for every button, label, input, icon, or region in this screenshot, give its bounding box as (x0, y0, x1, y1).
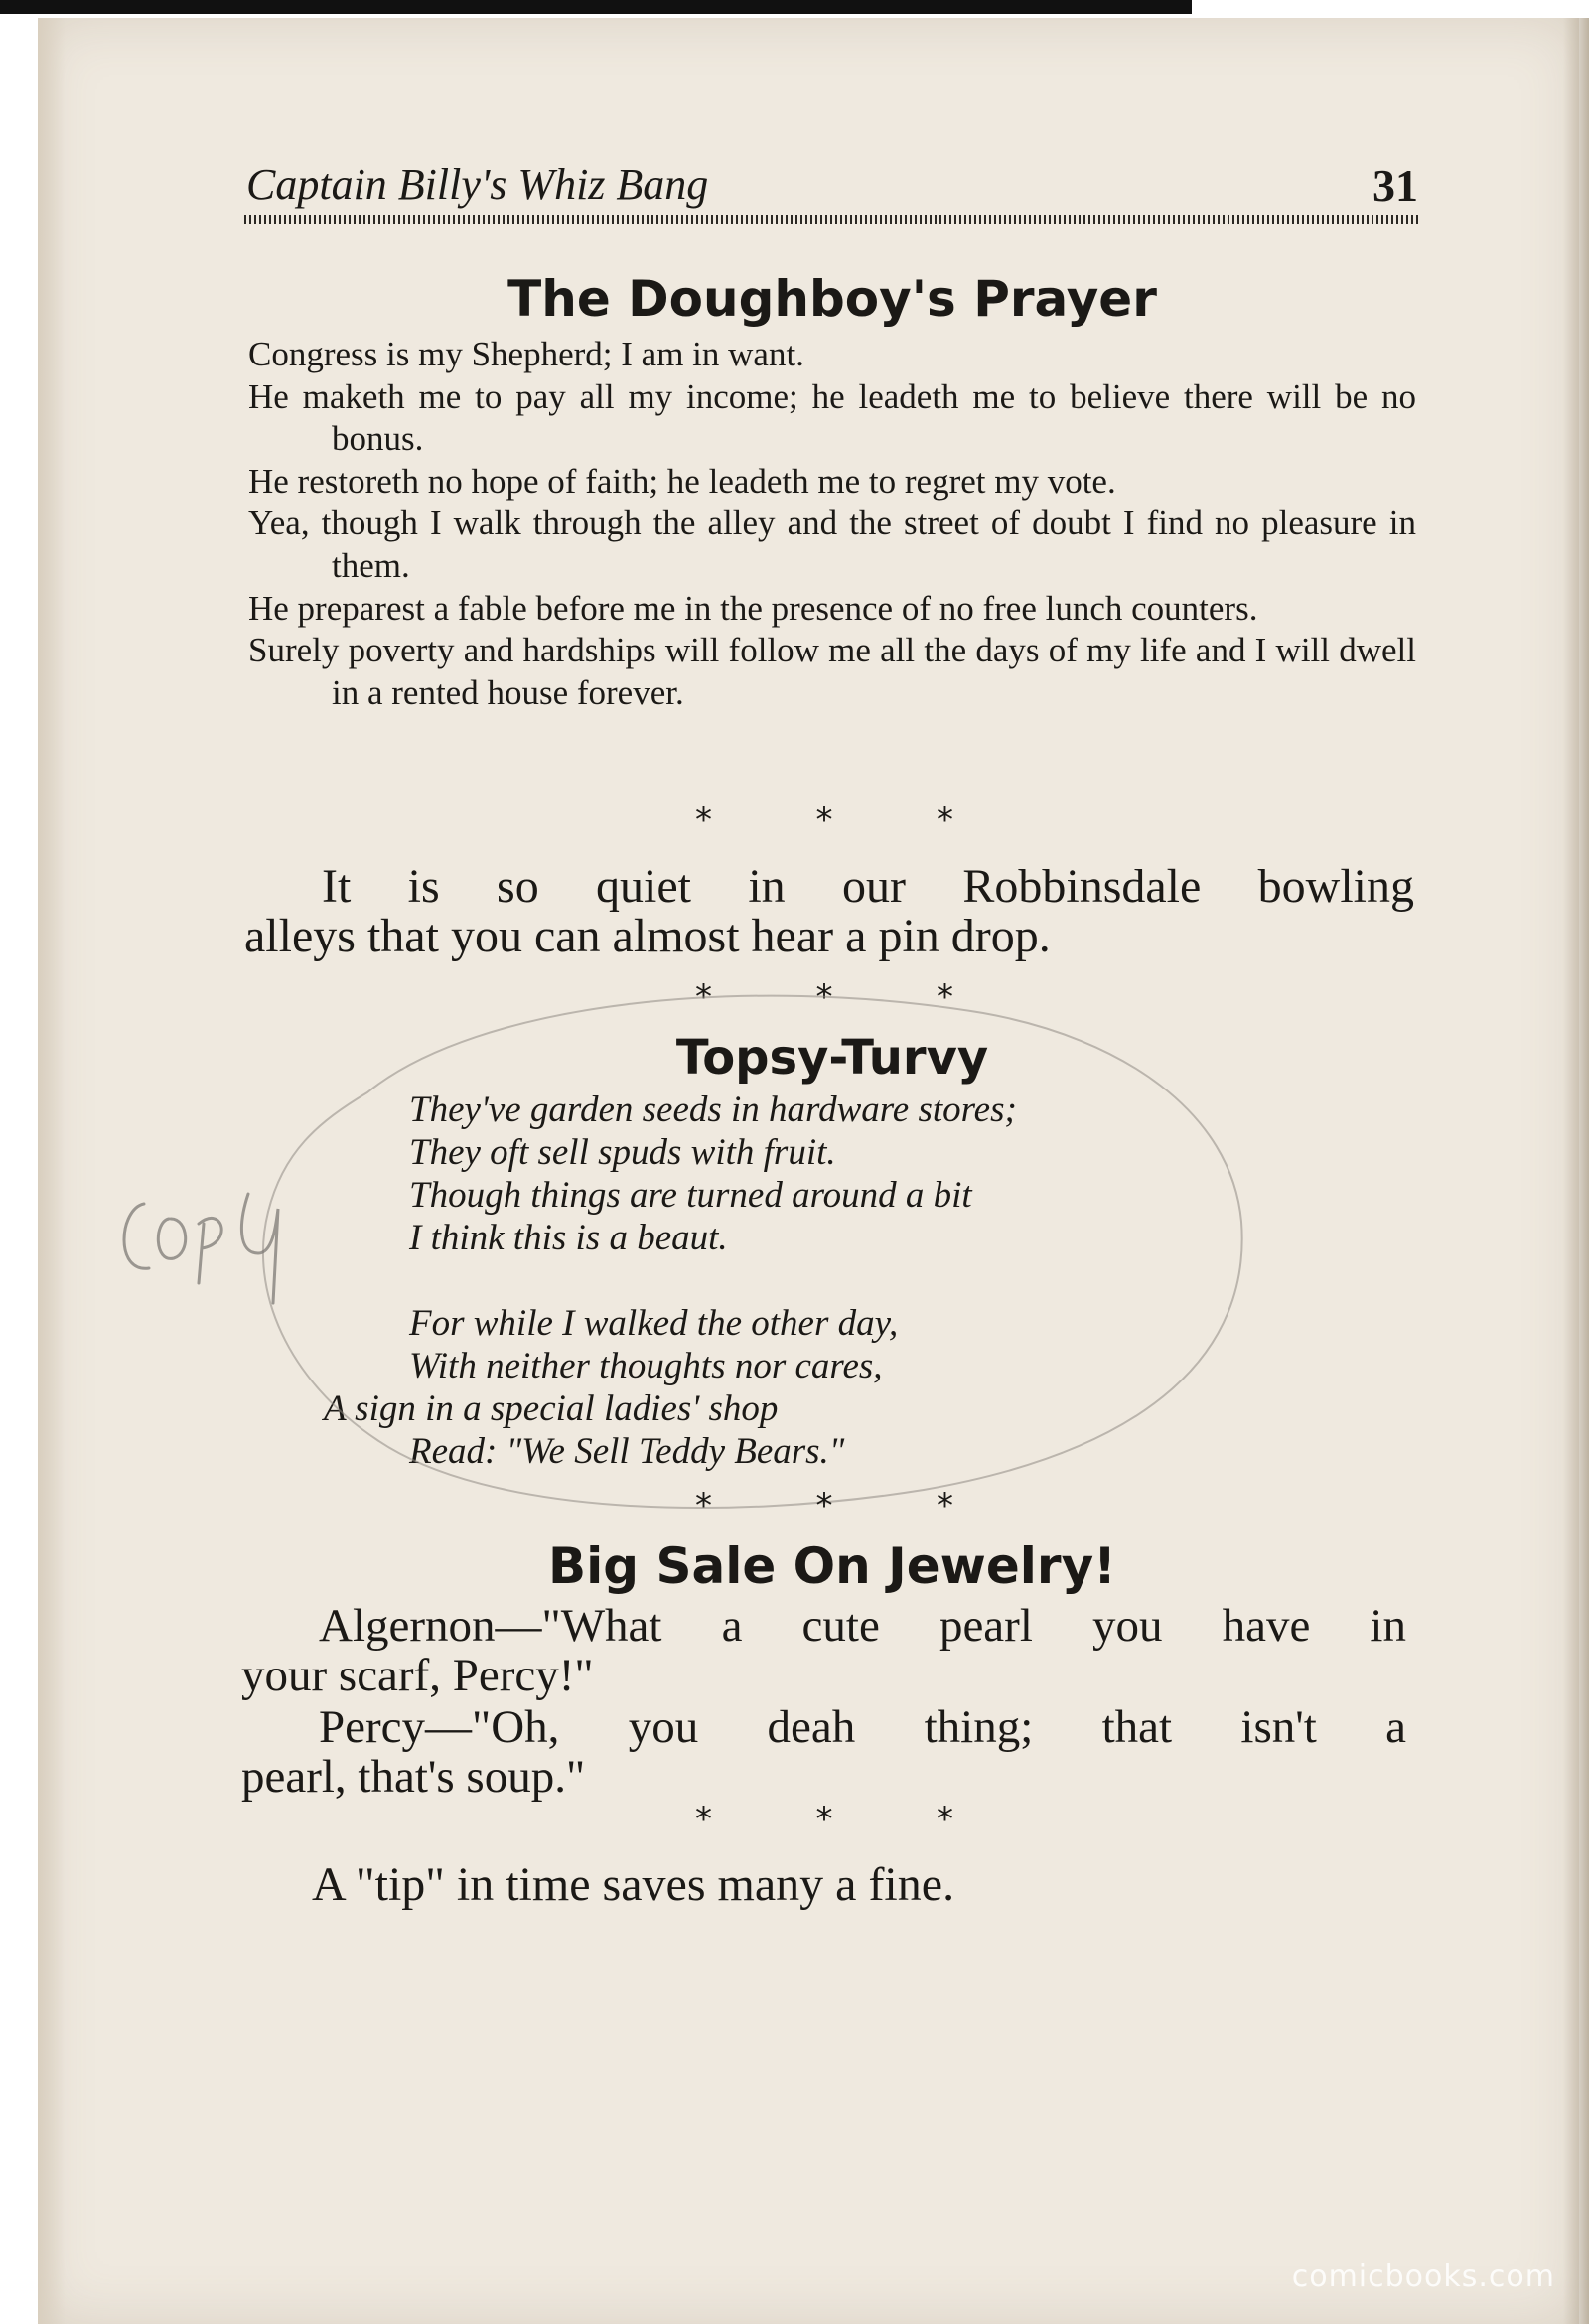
poem-line: Read: "We Sell Teddy Bears." (409, 1431, 845, 1472)
star: * (815, 1800, 833, 1839)
poem-line: A sign in a special ladies' shop (324, 1388, 779, 1429)
running-title: Captain Billy's Whiz Bang (246, 160, 709, 209)
star: * (937, 1800, 953, 1839)
dialog-line: your scarf, Percy!" (241, 1650, 594, 1701)
prayer-verse: Congress is my Shepherd; I am in want. (248, 335, 804, 373)
star: * (937, 1486, 953, 1525)
page-right-edge (1563, 18, 1589, 2324)
jewelry-dialog (241, 1601, 1406, 1802)
dialog-line: Percy—"Oh, you deah thing; that isn't a (319, 1701, 1406, 1753)
separator-stars (695, 800, 953, 840)
dialog-line: pearl, that's soup." (241, 1751, 586, 1803)
dialog-line: Algernon—"What a cute pearl you have in (319, 1600, 1406, 1652)
bowling-joke (244, 862, 1414, 961)
separator-stars (695, 1486, 953, 1525)
bowling-joke-line: It is so quiet in our Robbinsdale bowling (322, 860, 1414, 913)
doughboy-prayer-text (248, 334, 1416, 714)
bowling-joke-line: alleys that you can almost hear a pin drop. (244, 910, 1051, 962)
poem-line: Though things are turned around a bit (409, 1175, 972, 1216)
star: * (937, 977, 953, 1017)
page-number: 31 (1372, 160, 1418, 211)
prayer-verse: Yea, though I walk through the alley and the street of doubt I find no pleasure in them. (248, 504, 1416, 585)
star: * (695, 977, 712, 1017)
star: * (695, 1800, 712, 1839)
doughboy-prayer-title: The Doughboy's Prayer (507, 270, 1157, 328)
star: * (815, 977, 833, 1017)
poem-line: I think this is a beaut. (409, 1218, 728, 1258)
header-rule (244, 215, 1420, 224)
scan-top-edge (0, 0, 1192, 14)
prayer-verse: He maketh me to pay all my income; he leadeth me to believe there will be no bonus. (248, 376, 1416, 459)
star: * (695, 1486, 712, 1525)
star: * (815, 800, 833, 840)
prayer-verse: Surely poverty and hardships will follow me all the days of my life and I will dwell in a rented house forever. (248, 631, 1416, 712)
prayer-verse: He restoreth no hope of faith; he leadeth me to regret my vote. (248, 461, 1116, 501)
pencil-handwriting-copy (99, 1164, 397, 1323)
poem-line: They oft sell spuds with fruit. (409, 1132, 836, 1173)
prayer-verse: He preparest a fable before me in the presence of no free lunch counters. (248, 588, 1258, 628)
jewelry-title: Big Sale On Jewelry! (548, 1537, 1116, 1595)
watermark: comicbooks.com (1291, 2259, 1555, 2294)
separator-stars (695, 1800, 953, 1839)
poem-line: They've garden seeds in hardware stores; (409, 1089, 1017, 1130)
poem-line: With neither thoughts nor cares, (409, 1346, 883, 1386)
topsy-turvy-title: Topsy-Turvy (675, 1030, 989, 1086)
star: * (937, 800, 953, 840)
star: * (695, 800, 712, 840)
page-header (246, 159, 1418, 218)
poem-line: For while I walked the other day, (409, 1303, 899, 1344)
page-left-edge (38, 18, 66, 2324)
tip-joke: A "tip" in time saves many a fine. (312, 1858, 955, 1911)
star: * (815, 1486, 833, 1525)
